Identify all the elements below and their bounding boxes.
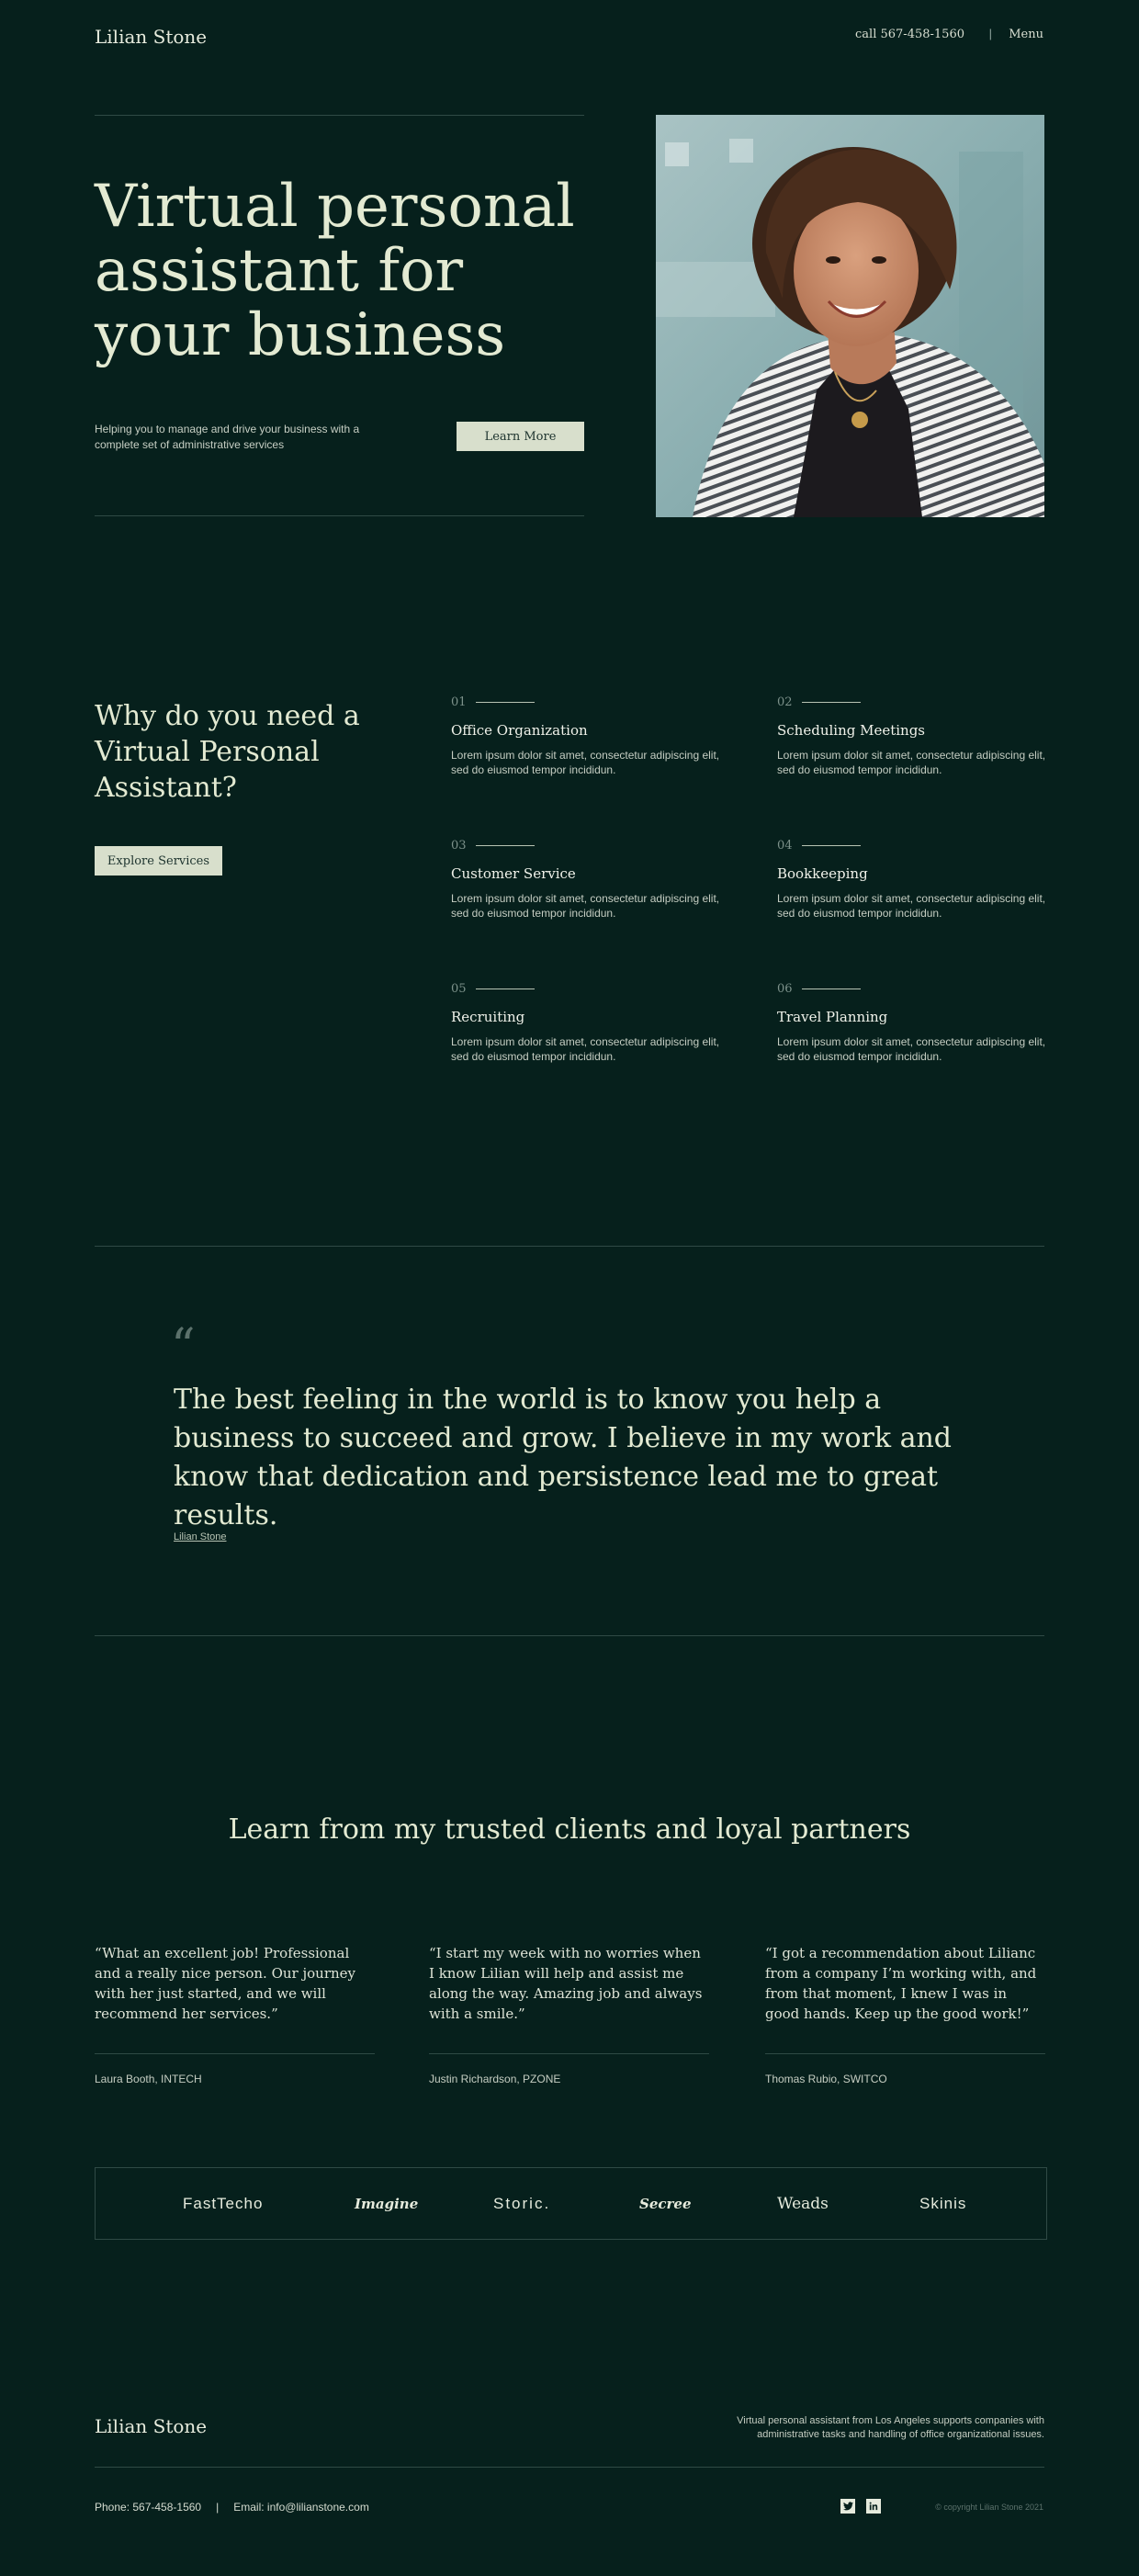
service-number: 02	[777, 695, 1053, 709]
partner-logo-storic: Storic.	[493, 2194, 551, 2212]
service-item	[451, 839, 727, 921]
service-title: Bookkeeping	[777, 865, 868, 882]
learn-more-button[interactable]: Learn More	[457, 422, 584, 451]
hero-title: Virtual personal assistant for your business	[95, 173, 575, 369]
copyright-text: © copyright Lilian Stone 2021	[935, 2503, 1043, 2512]
service-number: 05	[451, 982, 727, 996]
footer-logo[interactable]: Lilian Stone	[95, 2415, 208, 2437]
testimonials-title: Learn from my trusted clients and loyal partners	[228, 1813, 911, 1846]
testimonial-author: Thomas Rubio, SWITCO	[765, 2073, 887, 2085]
partner-logos-strip	[95, 2167, 1047, 2240]
service-description: Lorem ipsum dolor sit amet, consectetur adipiscing elit, sed do eiusmod tempor incididun.	[777, 1035, 1046, 1063]
header-phone-link[interactable]: call 567-458-1560	[855, 28, 964, 41]
service-item	[451, 695, 727, 777]
service-number: 03	[451, 839, 727, 853]
footer-contact	[95, 2501, 369, 2514]
testimonial-text: “I got a recommendation about Lilianc from a company I’m working with, and from that moment, I knew I was in good hands. Keep up the good work!”	[765, 1945, 1037, 2022]
service-number: 06	[777, 982, 1053, 996]
testimonial-text: “I start my week with no worries when I know Lilian will help and assist me along the way. Amazing job and always with a smile.”	[429, 1945, 703, 2022]
service-number: 04	[777, 839, 1053, 853]
testimonial-author: Laura Booth, INTECH	[95, 2073, 202, 2085]
service-title: Travel Planning	[777, 1009, 888, 1025]
footer-divider	[95, 2467, 1044, 2468]
quote-top-divider	[95, 1246, 1044, 1247]
service-item	[451, 982, 727, 1064]
partner-logo-skinis: Skinis	[919, 2194, 967, 2212]
partner-logo-weads: Weads	[777, 2194, 829, 2213]
service-title: Recruiting	[451, 1009, 525, 1025]
service-description: Lorem ipsum dolor sit amet, consectetur adipiscing elit, sed do eiusmod tempor incididun.	[777, 749, 1046, 776]
service-title: Scheduling Meetings	[777, 722, 926, 739]
header-separator: |	[988, 27, 992, 40]
hero-top-divider	[95, 115, 584, 116]
footer-email-link[interactable]: Email: info@lilianstone.com	[233, 2501, 369, 2514]
footer-description: Virtual personal assistant from Los Angeles supports companies with administrative tasks and handling of office organizational issues.	[737, 2415, 1044, 2440]
service-title: Office Organization	[451, 722, 588, 739]
testimonial-card	[95, 1943, 375, 2085]
partner-logo-fasttecho: FastTecho	[183, 2194, 264, 2212]
service-description: Lorem ipsum dolor sit amet, consectetur adipiscing elit, sed do eiusmod tempor incididun.	[451, 892, 720, 920]
service-description: Lorem ipsum dolor sit amet, consectetur adipiscing elit, sed do eiusmod tempor incididun.	[451, 1035, 720, 1063]
service-item	[777, 982, 1053, 1064]
quote-author-link[interactable]: Lilian Stone	[174, 1531, 227, 1542]
twitter-icon[interactable]	[840, 2499, 855, 2514]
hero-bottom-divider	[95, 515, 584, 516]
hero-description: Helping you to manage and drive your business with a complete set of administrative services	[95, 423, 360, 451]
service-description: Lorem ipsum dolor sit amet, consectetur adipiscing elit, sed do eiusmod tempor incididun.	[451, 749, 720, 776]
site-logo[interactable]: Lilian Stone	[95, 26, 208, 48]
services-section-title: Why do you need a Virtual Personal Assistant?	[95, 700, 360, 804]
testimonial-author: Justin Richardson, PZONE	[429, 2073, 561, 2085]
quote-text: The best feeling in the world is to know you help a business to succeed and grow. I believe in my work and know that dedication and persistence lead me to great results.	[174, 1384, 953, 1531]
quote-bottom-divider	[95, 1635, 1044, 1636]
menu-button[interactable]: Menu	[1009, 28, 1043, 41]
partner-logo-secree: Secree	[639, 2195, 692, 2212]
testimonial-text: “What an excellent job! Professional and a really nice person. Our journey with her just started, and we will recommend her services.”	[95, 1945, 356, 2022]
quote-mark-icon: “	[171, 1319, 196, 1374]
testimonial-card	[429, 1943, 709, 2085]
explore-services-button[interactable]: Explore Services	[95, 846, 222, 876]
footer-separator: |	[216, 2501, 220, 2514]
partner-logo-imagine: Imagine	[355, 2195, 419, 2212]
service-description: Lorem ipsum dolor sit amet, consectetur adipiscing elit, sed do eiusmod tempor incididun.	[777, 892, 1046, 920]
testimonial-card	[765, 1943, 1045, 2085]
footer-phone-link[interactable]: Phone: 567-458-1560	[95, 2501, 202, 2514]
testimonial-divider	[765, 2053, 1045, 2054]
testimonial-divider	[429, 2053, 709, 2054]
service-item	[777, 839, 1053, 921]
service-title: Customer Service	[451, 865, 576, 882]
service-item	[777, 695, 1053, 777]
hero-portrait-photo	[656, 115, 1044, 517]
testimonial-divider	[95, 2053, 375, 2054]
service-number: 01	[451, 695, 727, 709]
linkedin-icon[interactable]	[866, 2499, 881, 2514]
